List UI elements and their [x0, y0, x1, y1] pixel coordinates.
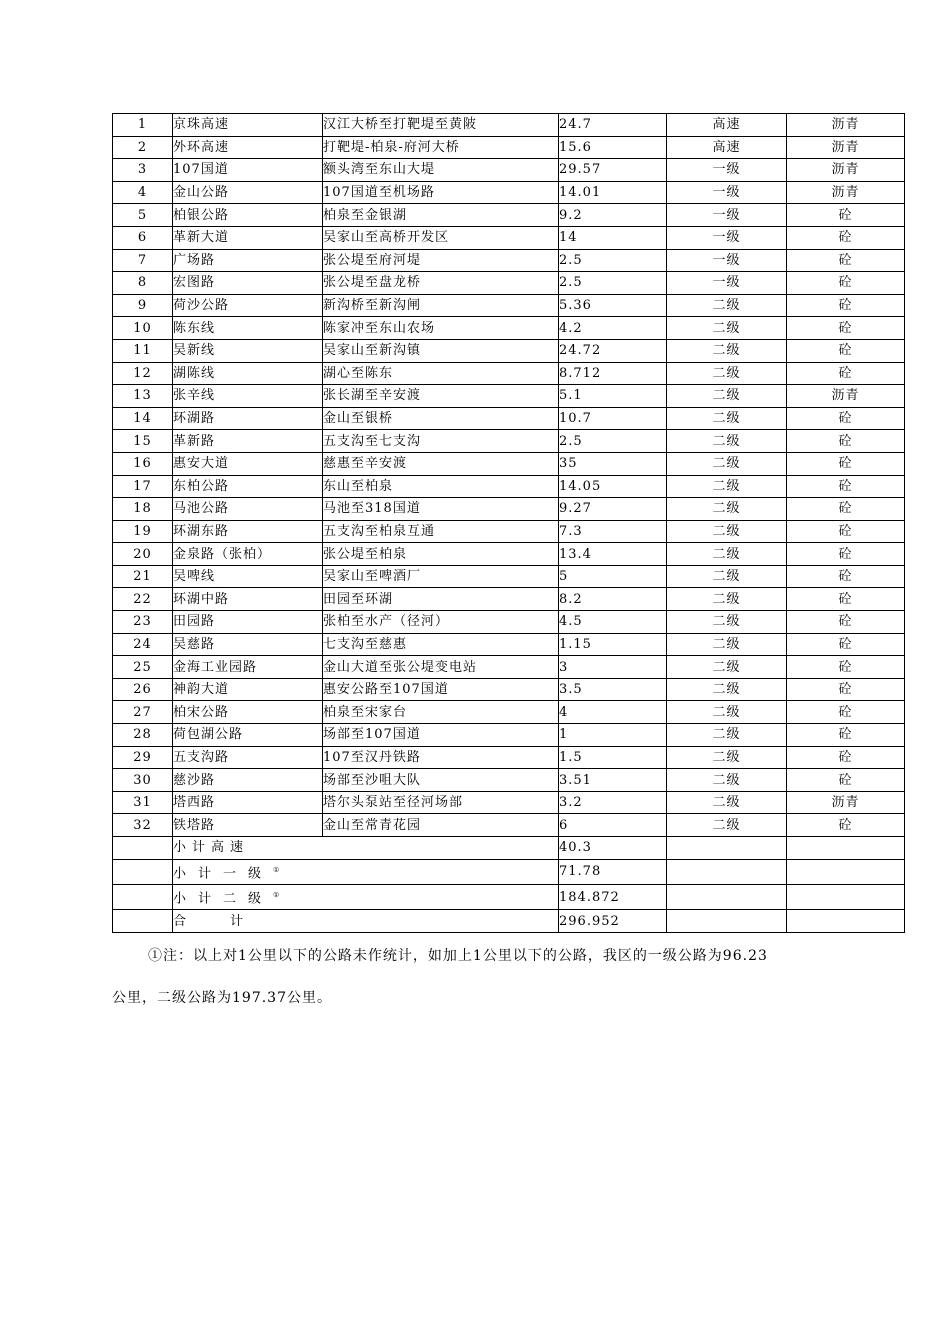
road-length: 24.72	[559, 339, 667, 362]
summary-blank	[667, 859, 787, 884]
road-name: 金海工业园路	[173, 656, 323, 679]
road-name: 张辛线	[173, 385, 323, 408]
road-surface: 砼	[787, 656, 905, 679]
table-row	[113, 475, 905, 498]
road-name: 环湖路	[173, 407, 323, 430]
road-length: 3.2	[559, 791, 667, 814]
road-section: 吴家山至高桥开发区	[323, 226, 559, 249]
road-surface: 砼	[787, 294, 905, 317]
road-section: 金山至银桥	[323, 407, 559, 430]
road-length: 5	[559, 565, 667, 588]
road-surface: 砼	[787, 701, 905, 724]
row-number: 22	[113, 588, 173, 611]
table-row	[113, 407, 905, 430]
road-surface: 砼	[787, 814, 905, 837]
table-row	[113, 588, 905, 611]
summary-blank	[667, 884, 787, 909]
road-surface: 砼	[787, 678, 905, 701]
road-length: 1.5	[559, 746, 667, 769]
table-row	[113, 430, 905, 453]
summary-row-grade2	[113, 884, 905, 909]
table-row	[113, 746, 905, 769]
road-name: 107国道	[173, 159, 323, 182]
row-number: 24	[113, 633, 173, 656]
road-surface: 沥青	[787, 136, 905, 159]
road-name: 革新路	[173, 430, 323, 453]
table-row	[113, 294, 905, 317]
table-row	[113, 362, 905, 385]
road-length: 5.1	[559, 385, 667, 408]
row-number: 16	[113, 452, 173, 475]
road-grade: 一级	[667, 159, 787, 182]
road-section: 汉江大桥至打靶堤至黄陂	[323, 114, 559, 137]
road-surface: 砼	[787, 520, 905, 543]
road-length: 3.5	[559, 678, 667, 701]
row-number: 18	[113, 498, 173, 521]
road-name: 马池公路	[173, 498, 323, 521]
table-row	[113, 633, 905, 656]
road-grade: 二级	[667, 362, 787, 385]
road-surface: 砼	[787, 430, 905, 453]
road-name: 慈沙路	[173, 769, 323, 792]
road-section: 惠安公路至107国道	[323, 678, 559, 701]
road-section: 金山大道至张公堤变电站	[323, 656, 559, 679]
road-section: 五支沟至七支沟	[323, 430, 559, 453]
road-surface: 砼	[787, 249, 905, 272]
road-grade: 二级	[667, 701, 787, 724]
row-number: 20	[113, 543, 173, 566]
road-grade: 二级	[667, 430, 787, 453]
road-name: 京珠高速	[173, 114, 323, 137]
row-number: 14	[113, 407, 173, 430]
road-name: 荷包湖公路	[173, 724, 323, 747]
summary-row-total	[113, 910, 905, 933]
road-length: 9.2	[559, 204, 667, 227]
road-section: 吴家山至新沟镇	[323, 339, 559, 362]
row-number: 10	[113, 317, 173, 340]
road-section: 打靶堤-柏泉-府河大桥	[323, 136, 559, 159]
row-number: 4	[113, 181, 173, 204]
road-surface: 砼	[787, 543, 905, 566]
road-surface: 砼	[787, 633, 905, 656]
table-row	[113, 452, 905, 475]
road-length: 24.7	[559, 114, 667, 137]
table-row	[113, 249, 905, 272]
table-row	[113, 317, 905, 340]
summary-label-highway: 小计高速	[173, 837, 559, 860]
road-surface: 砼	[787, 565, 905, 588]
road-grade: 二级	[667, 588, 787, 611]
footnote-line-1: ①注：以上对1公里以下的公路未作统计，如加上1公里以下的公路，我区的一级公路为96.23	[148, 948, 768, 964]
road-name: 惠安大道	[173, 452, 323, 475]
road-length: 8.712	[559, 362, 667, 385]
road-name: 柏银公路	[173, 204, 323, 227]
row-number: 30	[113, 769, 173, 792]
road-grade: 二级	[667, 611, 787, 634]
row-number: 12	[113, 362, 173, 385]
road-grade: 二级	[667, 678, 787, 701]
road-name: 环湖东路	[173, 520, 323, 543]
row-number: 7	[113, 249, 173, 272]
road-name: 革新大道	[173, 226, 323, 249]
row-number: 5	[113, 204, 173, 227]
road-grade: 二级	[667, 498, 787, 521]
summary-blank	[787, 837, 905, 860]
row-number: 25	[113, 656, 173, 679]
summary-value-highway: 40.3	[559, 837, 667, 860]
summary-label-grade1: 小计一级①	[173, 859, 559, 884]
road-section: 七支沟至慈惠	[323, 633, 559, 656]
table-row	[113, 701, 905, 724]
row-number: 26	[113, 678, 173, 701]
road-length: 10.7	[559, 407, 667, 430]
road-surface: 沥青	[787, 385, 905, 408]
road-length: 4.2	[559, 317, 667, 340]
road-name: 吴啤线	[173, 565, 323, 588]
road-grade: 二级	[667, 339, 787, 362]
table-row	[113, 565, 905, 588]
row-number: 28	[113, 724, 173, 747]
road-grade: 二级	[667, 814, 787, 837]
row-number: 2	[113, 136, 173, 159]
road-section: 107至汉丹铁路	[323, 746, 559, 769]
road-surface: 砼	[787, 407, 905, 430]
summary-blank	[787, 859, 905, 884]
road-surface: 沥青	[787, 791, 905, 814]
road-grade: 一级	[667, 204, 787, 227]
road-length: 1	[559, 724, 667, 747]
road-name: 五支沟路	[173, 746, 323, 769]
table-row	[113, 724, 905, 747]
road-surface: 沥青	[787, 114, 905, 137]
road-grade: 高速	[667, 114, 787, 137]
road-grade: 二级	[667, 385, 787, 408]
road-section: 107国道至机场路	[323, 181, 559, 204]
road-name: 宏图路	[173, 272, 323, 295]
table-row	[113, 814, 905, 837]
road-name: 神韵大道	[173, 678, 323, 701]
road-length: 29.57	[559, 159, 667, 182]
road-grade: 二级	[667, 543, 787, 566]
row-number: 8	[113, 272, 173, 295]
table-row	[113, 339, 905, 362]
summary-blank	[113, 884, 173, 909]
summary-blank	[667, 837, 787, 860]
road-section: 湖心至陈东	[323, 362, 559, 385]
road-section: 金山至常青花园	[323, 814, 559, 837]
row-number: 17	[113, 475, 173, 498]
table-row	[113, 136, 905, 159]
row-number: 32	[113, 814, 173, 837]
road-surface: 砼	[787, 317, 905, 340]
road-name: 铁塔路	[173, 814, 323, 837]
road-name: 柏宋公路	[173, 701, 323, 724]
road-surface: 砼	[787, 475, 905, 498]
row-number: 11	[113, 339, 173, 362]
road-surface: 砼	[787, 498, 905, 521]
road-length: 8.2	[559, 588, 667, 611]
road-section: 张柏至水产（径河）	[323, 611, 559, 634]
road-surface: 砼	[787, 272, 905, 295]
road-length: 3.51	[559, 769, 667, 792]
summary-row-grade1	[113, 859, 905, 884]
road-length: 5.36	[559, 294, 667, 317]
road-length: 14.05	[559, 475, 667, 498]
row-number: 31	[113, 791, 173, 814]
summary-blank	[113, 859, 173, 884]
road-name: 金山公路	[173, 181, 323, 204]
road-length: 2.5	[559, 249, 667, 272]
road-length: 1.15	[559, 633, 667, 656]
table-row	[113, 543, 905, 566]
road-length: 14	[559, 226, 667, 249]
road-grade: 二级	[667, 769, 787, 792]
road-surface: 砼	[787, 746, 905, 769]
summary-row-highway	[113, 837, 905, 860]
table-row	[113, 611, 905, 634]
road-name: 金泉路（张柏）	[173, 543, 323, 566]
summary-label-grade2: 小计二级①	[173, 884, 559, 909]
road-name: 田园路	[173, 611, 323, 634]
road-section: 田园至环湖	[323, 588, 559, 611]
road-section: 慈惠至辛安渡	[323, 452, 559, 475]
row-number: 29	[113, 746, 173, 769]
summary-value-grade1: 71.78	[559, 859, 667, 884]
table-row	[113, 678, 905, 701]
row-number: 19	[113, 520, 173, 543]
road-name: 荷沙公路	[173, 294, 323, 317]
road-length: 2.5	[559, 272, 667, 295]
road-length: 15.6	[559, 136, 667, 159]
road-section: 吴家山至啤酒厂	[323, 565, 559, 588]
footnote-mark: ①	[273, 865, 280, 874]
road-name: 塔西路	[173, 791, 323, 814]
summary-blank	[787, 910, 905, 933]
summary-blank	[667, 910, 787, 933]
table-row	[113, 498, 905, 521]
road-surface: 砼	[787, 588, 905, 611]
road-grade: 一级	[667, 226, 787, 249]
road-section: 张公堤至府河堤	[323, 249, 559, 272]
row-number: 6	[113, 226, 173, 249]
road-name: 广场路	[173, 249, 323, 272]
road-length: 2.5	[559, 430, 667, 453]
table-row	[113, 204, 905, 227]
summary-body	[113, 837, 905, 933]
road-grade: 二级	[667, 565, 787, 588]
road-length: 7.3	[559, 520, 667, 543]
road-grade: 二级	[667, 520, 787, 543]
road-surface: 沥青	[787, 159, 905, 182]
road-grade: 高速	[667, 136, 787, 159]
road-grade: 二级	[667, 746, 787, 769]
road-grade: 二级	[667, 633, 787, 656]
road-grade: 二级	[667, 452, 787, 475]
road-surface: 砼	[787, 204, 905, 227]
road-length: 9.27	[559, 498, 667, 521]
table-row	[113, 272, 905, 295]
summary-label-total: 合计	[173, 910, 559, 933]
summary-blank	[113, 837, 173, 860]
road-length: 3	[559, 656, 667, 679]
road-surface: 沥青	[787, 181, 905, 204]
footnote-mark: ①	[273, 890, 280, 899]
road-name: 东柏公路	[173, 475, 323, 498]
row-number: 1	[113, 114, 173, 137]
road-section: 柏泉至金银湖	[323, 204, 559, 227]
road-grade: 二级	[667, 791, 787, 814]
road-grade: 二级	[667, 724, 787, 747]
table-row	[113, 159, 905, 182]
road-length: 4.5	[559, 611, 667, 634]
road-grade: 二级	[667, 407, 787, 430]
road-grade: 二级	[667, 475, 787, 498]
road-surface: 砼	[787, 724, 905, 747]
road-grade: 二级	[667, 317, 787, 340]
summary-blank	[787, 884, 905, 909]
road-surface: 砼	[787, 769, 905, 792]
road-grade: 一级	[667, 249, 787, 272]
road-grade: 二级	[667, 656, 787, 679]
row-number: 15	[113, 430, 173, 453]
table-row	[113, 769, 905, 792]
road-section: 场部至107国道	[323, 724, 559, 747]
road-section: 塔尔头泵站至径河场部	[323, 791, 559, 814]
road-section: 柏泉至宋家台	[323, 701, 559, 724]
road-section: 新沟桥至新沟闸	[323, 294, 559, 317]
table-row	[113, 114, 905, 137]
road-name: 陈东线	[173, 317, 323, 340]
road-grade: 一级	[667, 181, 787, 204]
row-number: 27	[113, 701, 173, 724]
road-length: 35	[559, 452, 667, 475]
road-section: 额头湾至东山大堤	[323, 159, 559, 182]
road-name: 湖陈线	[173, 362, 323, 385]
road-section: 张公堤至盘龙桥	[323, 272, 559, 295]
road-name: 环湖中路	[173, 588, 323, 611]
road-surface: 砼	[787, 226, 905, 249]
road-name: 外环高速	[173, 136, 323, 159]
road-grade: 一级	[667, 272, 787, 295]
summary-blank	[113, 910, 173, 933]
road-name: 吴慈路	[173, 633, 323, 656]
road-section: 五支沟至柏泉互通	[323, 520, 559, 543]
road-grade: 二级	[667, 294, 787, 317]
row-number: 21	[113, 565, 173, 588]
road-section: 场部至沙咀大队	[323, 769, 559, 792]
footnote-line-2: 公里，二级公路为197.37公里。	[112, 990, 332, 1006]
road-surface: 砼	[787, 362, 905, 385]
road-surface: 砼	[787, 452, 905, 475]
table-row	[113, 656, 905, 679]
road-section: 东山至柏泉	[323, 475, 559, 498]
row-number: 13	[113, 385, 173, 408]
table-row	[113, 791, 905, 814]
table-row	[113, 520, 905, 543]
row-number: 23	[113, 611, 173, 634]
road-table	[112, 113, 905, 933]
row-number: 3	[113, 159, 173, 182]
road-section: 张公堤至柏泉	[323, 543, 559, 566]
road-length: 13.4	[559, 543, 667, 566]
road-surface: 砼	[787, 339, 905, 362]
table-row	[113, 385, 905, 408]
table-row	[113, 181, 905, 204]
table-row	[113, 226, 905, 249]
road-length: 14.01	[559, 181, 667, 204]
road-length: 6	[559, 814, 667, 837]
road-section: 张长湖至辛安渡	[323, 385, 559, 408]
summary-value-total: 296.952	[559, 910, 667, 933]
road-table-body	[113, 114, 905, 837]
road-length: 4	[559, 701, 667, 724]
road-section: 陈家冲至东山农场	[323, 317, 559, 340]
road-surface: 砼	[787, 611, 905, 634]
summary-value-grade2: 184.872	[559, 884, 667, 909]
road-section: 马池至318国道	[323, 498, 559, 521]
row-number: 9	[113, 294, 173, 317]
road-name: 吴新线	[173, 339, 323, 362]
